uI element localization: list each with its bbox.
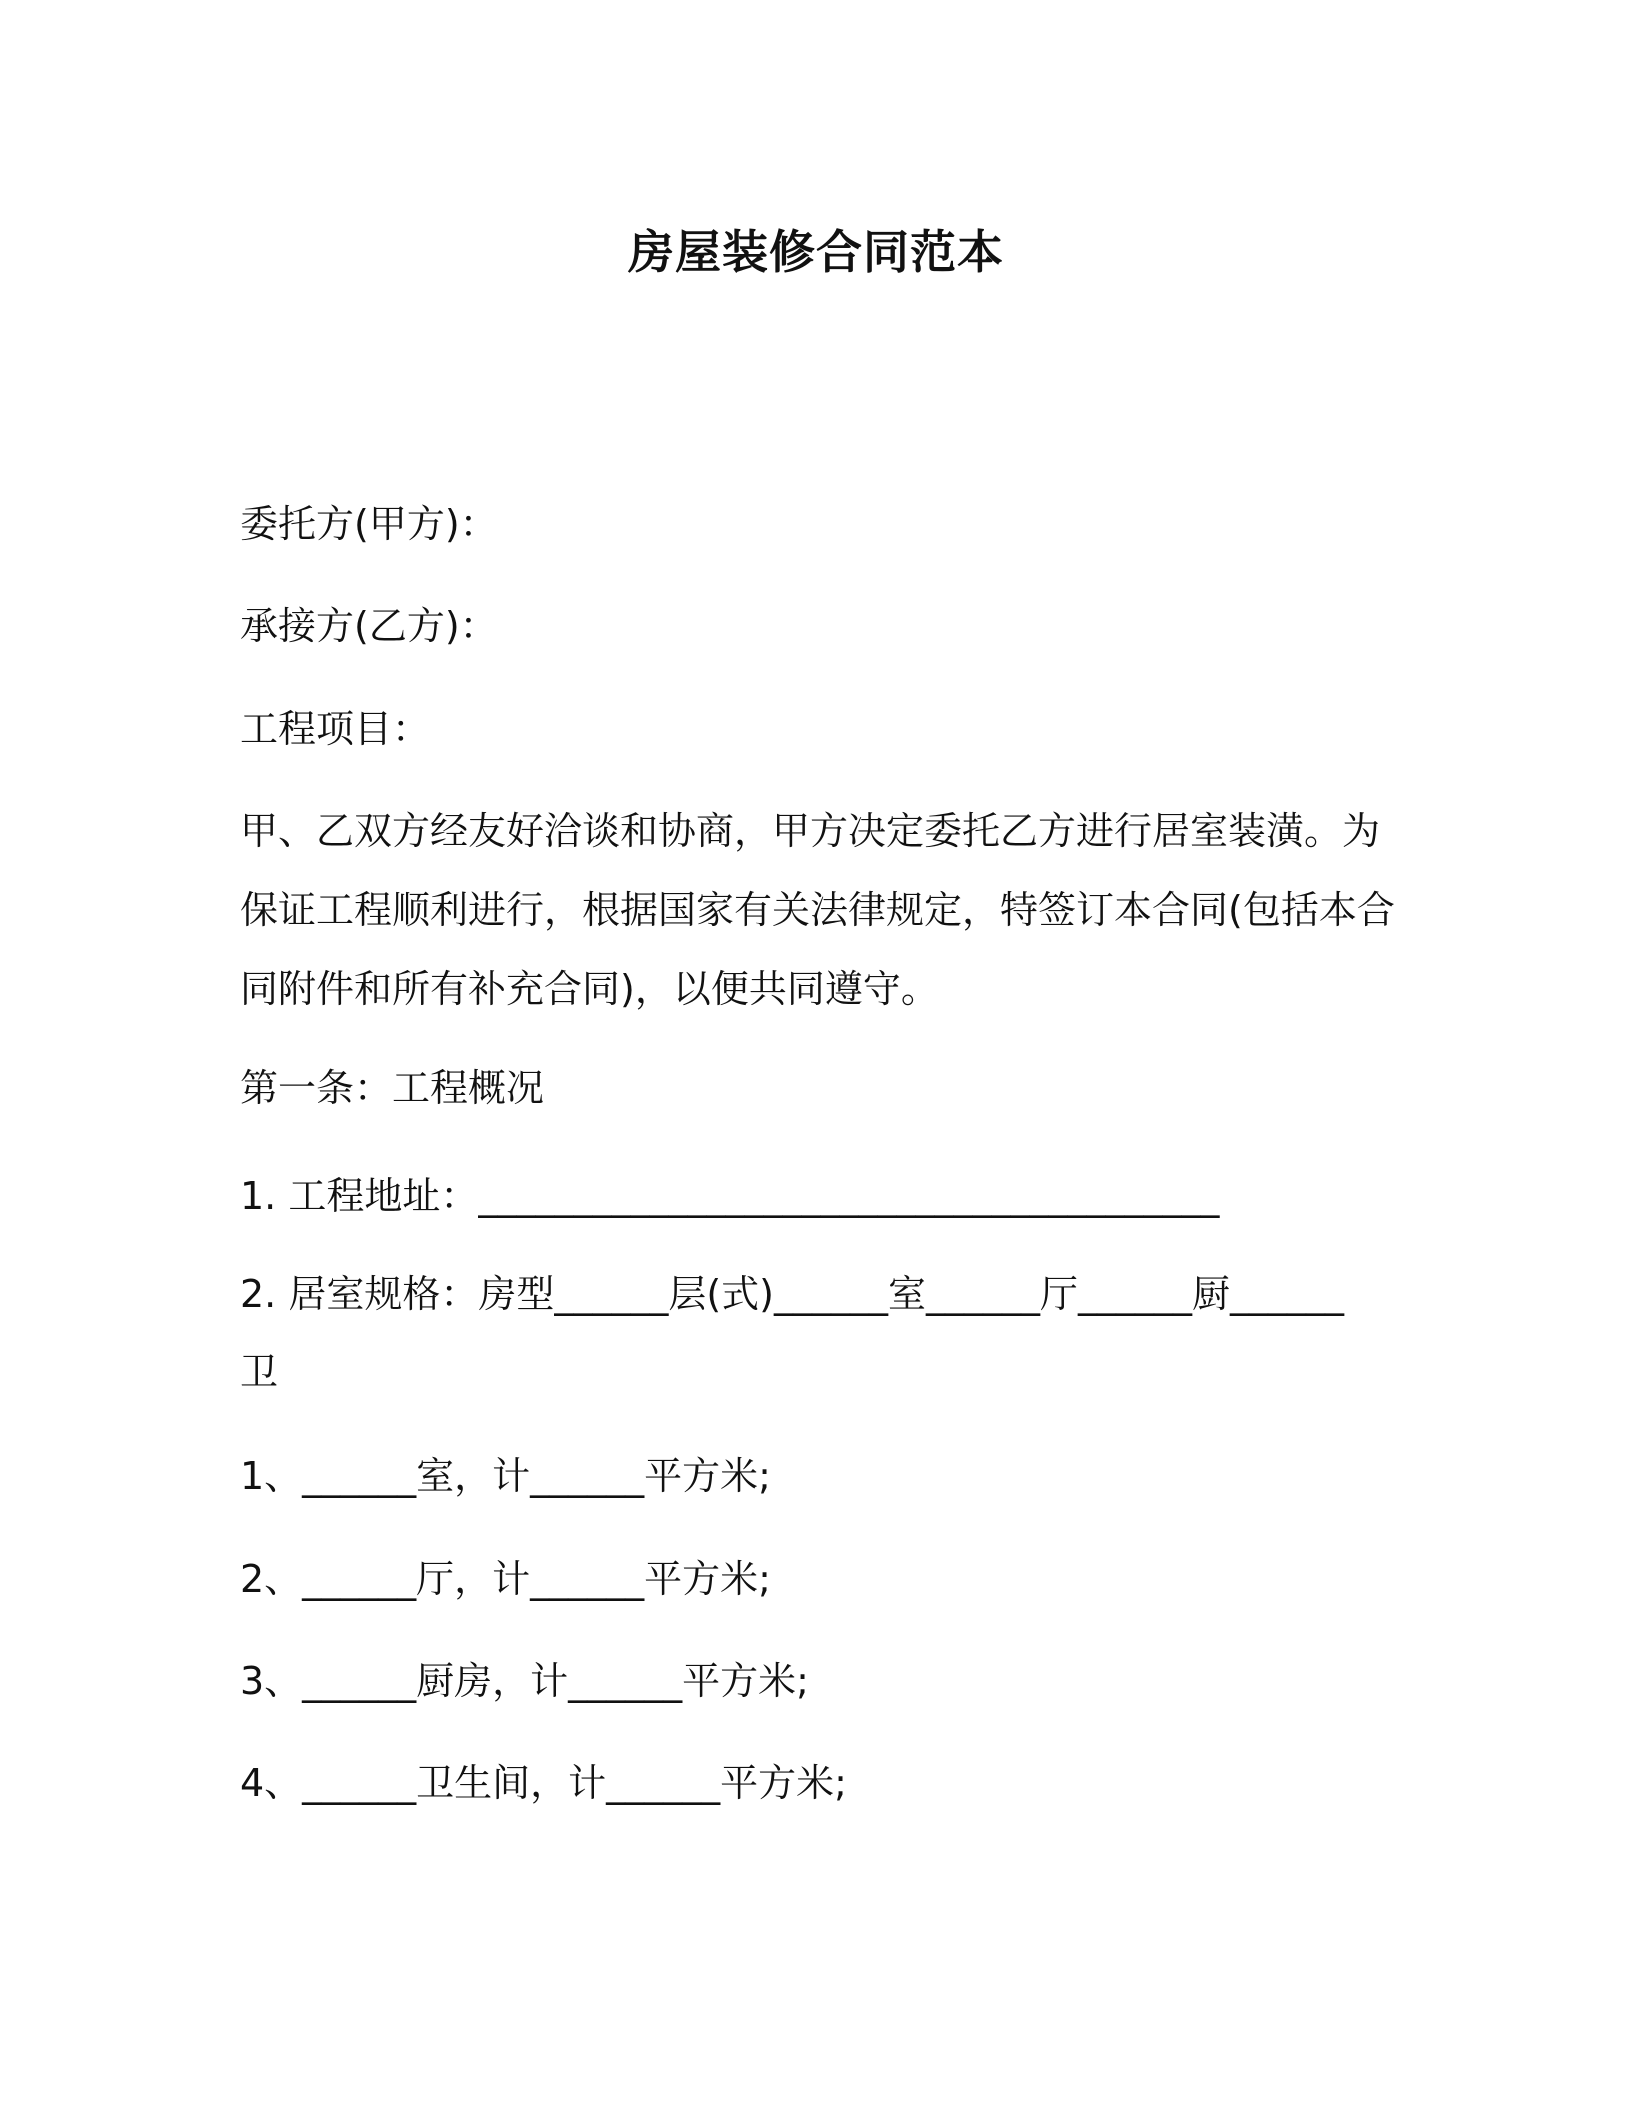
article-1-heading: 第一条：工程概况 [240,1066,545,1110]
intro-paragraph [240,792,1395,1029]
room-spec-line: 2. 居室规格：房型______层(式)______室______厅______厨______ [240,1272,1344,1316]
room-spec-line-continued: 卫 [240,1350,279,1394]
project-label: 工程项目： [240,707,431,751]
intro-line: 保证工程顺利进行，根据国家有关法律规定，特签订本合同(包括本合 [240,888,1395,932]
room-item: 3、______厨房，计______平方米; [240,1659,809,1703]
room-item: 2、______厅，计______平方米; [240,1557,771,1601]
room-item: 1、______室，计______平方米; [240,1454,771,1498]
intro-line: 同附件和所有补充合同)，以便共同遵守。 [240,967,939,1011]
address-line: 1. 工程地址：_______________________________________ [240,1174,1220,1218]
party-a-label: 委托方(甲方)： [240,502,498,546]
intro-line: 甲、乙双方经友好洽谈和协商，甲方决定委托乙方进行居室装潢。为 [240,809,1381,853]
room-item: 4、______卫生间，计______平方米; [240,1761,847,1805]
party-b-label: 承接方(乙方)： [240,604,498,648]
document-title: 房屋装修合同范本 [628,225,1004,279]
